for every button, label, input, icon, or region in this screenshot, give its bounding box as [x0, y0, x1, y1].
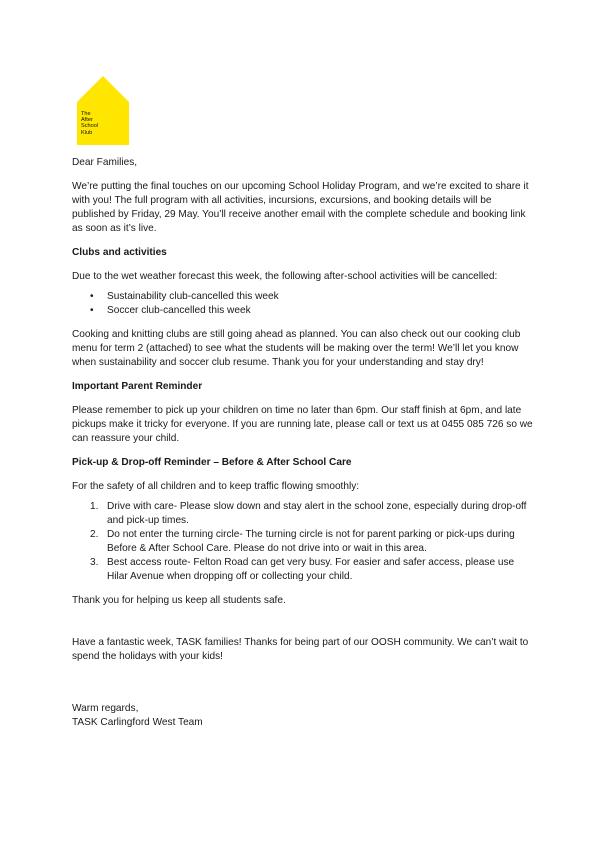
reminder-heading: Important Parent Reminder [72, 381, 203, 392]
intro-paragraph: We’re putting the final touches on our upcoming School Holiday Program, and we’re excited to share it with you! The full program with all activities, incursions, excursions, and booking details will be published by Friday, 29 May. You’ll receive another email with the complete schedule and booking link as soon as it’s live. [72, 181, 529, 234]
logo-line: The [81, 111, 91, 117]
signoff [72, 702, 534, 730]
spacer [72, 674, 534, 702]
logo-line: School [81, 123, 99, 130]
signoff-line: Warm regards, [72, 703, 139, 714]
spacer [72, 618, 534, 636]
step-number: 2. [90, 529, 99, 540]
pickup-steps-list [72, 500, 534, 584]
cancelled-clubs-list [72, 290, 534, 318]
reminder-body: Please remember to pick up your children on time no later than 6pm. Our staff finish at 6pm, and late pickups make it tricky for everyone. If you are running late, please call or text us at 0455 085 726 so we can reassure your child. [72, 405, 533, 444]
pickup-intro: For the safety of all children and to keep traffic flowing smoothly: [72, 481, 360, 492]
logo-line: Klub [81, 129, 93, 136]
list-item: • Soccer club-cancelled this week [72, 304, 534, 318]
list-item [72, 528, 534, 556]
signoff-team: TASK Carlingford West Team [72, 717, 203, 728]
closing-paragraph: Have a fantastic week, TASK families! Thanks for being part of our OOSH community. We can’t wait to spend the holidays with your kids! [72, 637, 529, 662]
after-school-klub-logo [77, 76, 129, 145]
pickup-heading: Pick-up & Drop-off Reminder – Before & After School Care [72, 457, 352, 468]
pickup-thanks: Thank you for helping us keep all students safe. [72, 595, 286, 606]
step-text: Drive with care- Please slow down and stay alert in the school zone, especially during drop-off and pick-up times. [107, 501, 527, 526]
list-item [72, 556, 534, 584]
logo-text [81, 111, 98, 136]
list-item [72, 500, 534, 528]
step-text: Best access route- Felton Road can get very busy. For easier and safer access, please use Hilar Avenue when dropping off or collecting your child. [107, 557, 515, 582]
step-number: 3. [90, 557, 99, 568]
step-text: Do not enter the turning circle- The turning circle is not for parent parking or pick-ups during Before & After School Care. Please do not drive into or wait in this area. [107, 529, 515, 554]
logo-line: After [81, 117, 93, 124]
letter-body [72, 156, 534, 730]
clubs-intro: Due to the wet weather forecast this week, the following after-school activities will be cancelled: [72, 271, 498, 282]
clubs-heading: Clubs and activities [72, 247, 167, 258]
step-number: 1. [90, 501, 99, 512]
list-item: • Sustainability club-cancelled this week [72, 290, 534, 304]
clubs-note: Cooking and knitting clubs are still going ahead as planned. You can also check out our cooking club menu for term 2 (attached) to see what the students will be making over the term! We’ll let you know when sustainability and soccer club resume. Thank you for your understanding and stay dry! [72, 329, 521, 368]
greeting: Dear Families, [72, 157, 138, 168]
